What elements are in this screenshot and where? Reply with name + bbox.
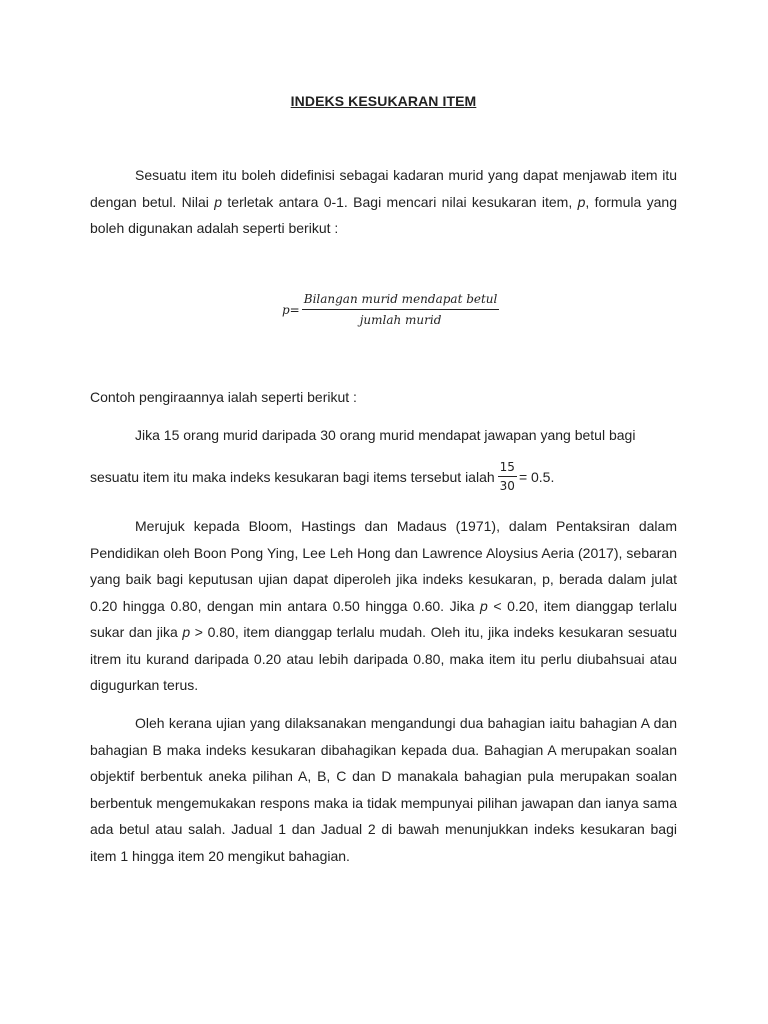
paragraph-bloom-text-3: > 0.80, item dianggap terlalu mudah. Oleh itu, jika indeks kesukaran sesuatu itrem itu kurand daripada 0.20 atau lebih daripada 0.80, maka item itu perlu diubahsuai atau digugurkan terus.	[90, 624, 677, 693]
paragraph-definition	[90, 162, 677, 242]
paragraph-definition-text-1: Sesuatu item itu boleh didefinisi sebagai kadaran murid yang dapat menjawab item itu dengan betul. Nilai	[90, 167, 677, 210]
variable-p: p	[182, 624, 191, 640]
variable-p: p	[214, 193, 223, 210]
paragraph-bloom-reference	[90, 513, 677, 699]
example-fraction	[498, 460, 517, 493]
formula-denominator: jumlah murid	[359, 313, 442, 327]
paragraph-bloom-text-2: < 0.20, item dianggap terlalu sukar dan jika	[90, 597, 677, 640]
example-text: sesuatu item itu maka indeks kesukaran bagi items tersebut ialah	[90, 468, 495, 485]
variable-p: p	[480, 597, 488, 614]
formula-numerator: Bilangan murid mendapat betul	[302, 292, 500, 310]
document-title: INDEKS KESUKARAN ITEM	[290, 93, 477, 109]
example-result: = 0.5.	[518, 468, 555, 485]
formula-lhs: p=	[282, 302, 300, 317]
variable-p: p	[577, 193, 586, 210]
difficulty-formula	[282, 292, 499, 327]
paragraph-test-sections: Oleh kerana ujian yang dilaksanakan mengandungi dua bahagian iaitu bahagian A dan bahagian B maka indeks kesukaran dibahagikan kepada dua. Bahagian A merupakan soalan objektif berbentuk aneka pilihan A, B, C dan D manakala bahagian pula merupakan soalan berbentuk mengemukakan respons maka ia tidak mempunyai pilihan jawapan dan ianya sama ada betul atau salah. Jadual 1 dan Jadual 2 di bawah menunjukkan indeks kesukaran bagi item 1 hingga item 20 mengikut bahagian.	[90, 715, 677, 864]
document-page	[90, 0, 677, 1024]
paragraph-example-line1: Jika 15 orang murid daripada 30 orang murid mendapat jawapan yang betul bagi	[135, 427, 636, 443]
paragraph-definition-text-3: , formula yang boleh digunakan adalah seperti berikut :	[90, 193, 677, 236]
paragraph-example-intro: Contoh pengiraannya ialah seperti berikut :	[90, 389, 357, 405]
example-fraction-denominator: 30	[499, 479, 515, 493]
example-fraction-numerator: 15	[498, 460, 517, 477]
paragraph-bloom-text-1: Merujuk kepada Bloom, Hastings dan Madaus (1971), dalam Pentaksiran dalam Pendidikan oleh Boon Pong Ying, Lee Leh Hong dan Lawrence Aloysius Aeria (2017), sebaran yang baik bagi keputusan ujian dapat diperoleh jika indeks kesukaran, p, berada dalam julat 0.20 hingga 0.80, dengan min antara 0.50 hingga 0.60. Jika	[90, 518, 677, 614]
paragraph-example-line2	[90, 460, 677, 493]
paragraph-definition-text-2: terletak antara 0-1. Bagi mencari nilai kesukaran item,	[222, 193, 578, 210]
formula-fraction	[302, 292, 500, 327]
